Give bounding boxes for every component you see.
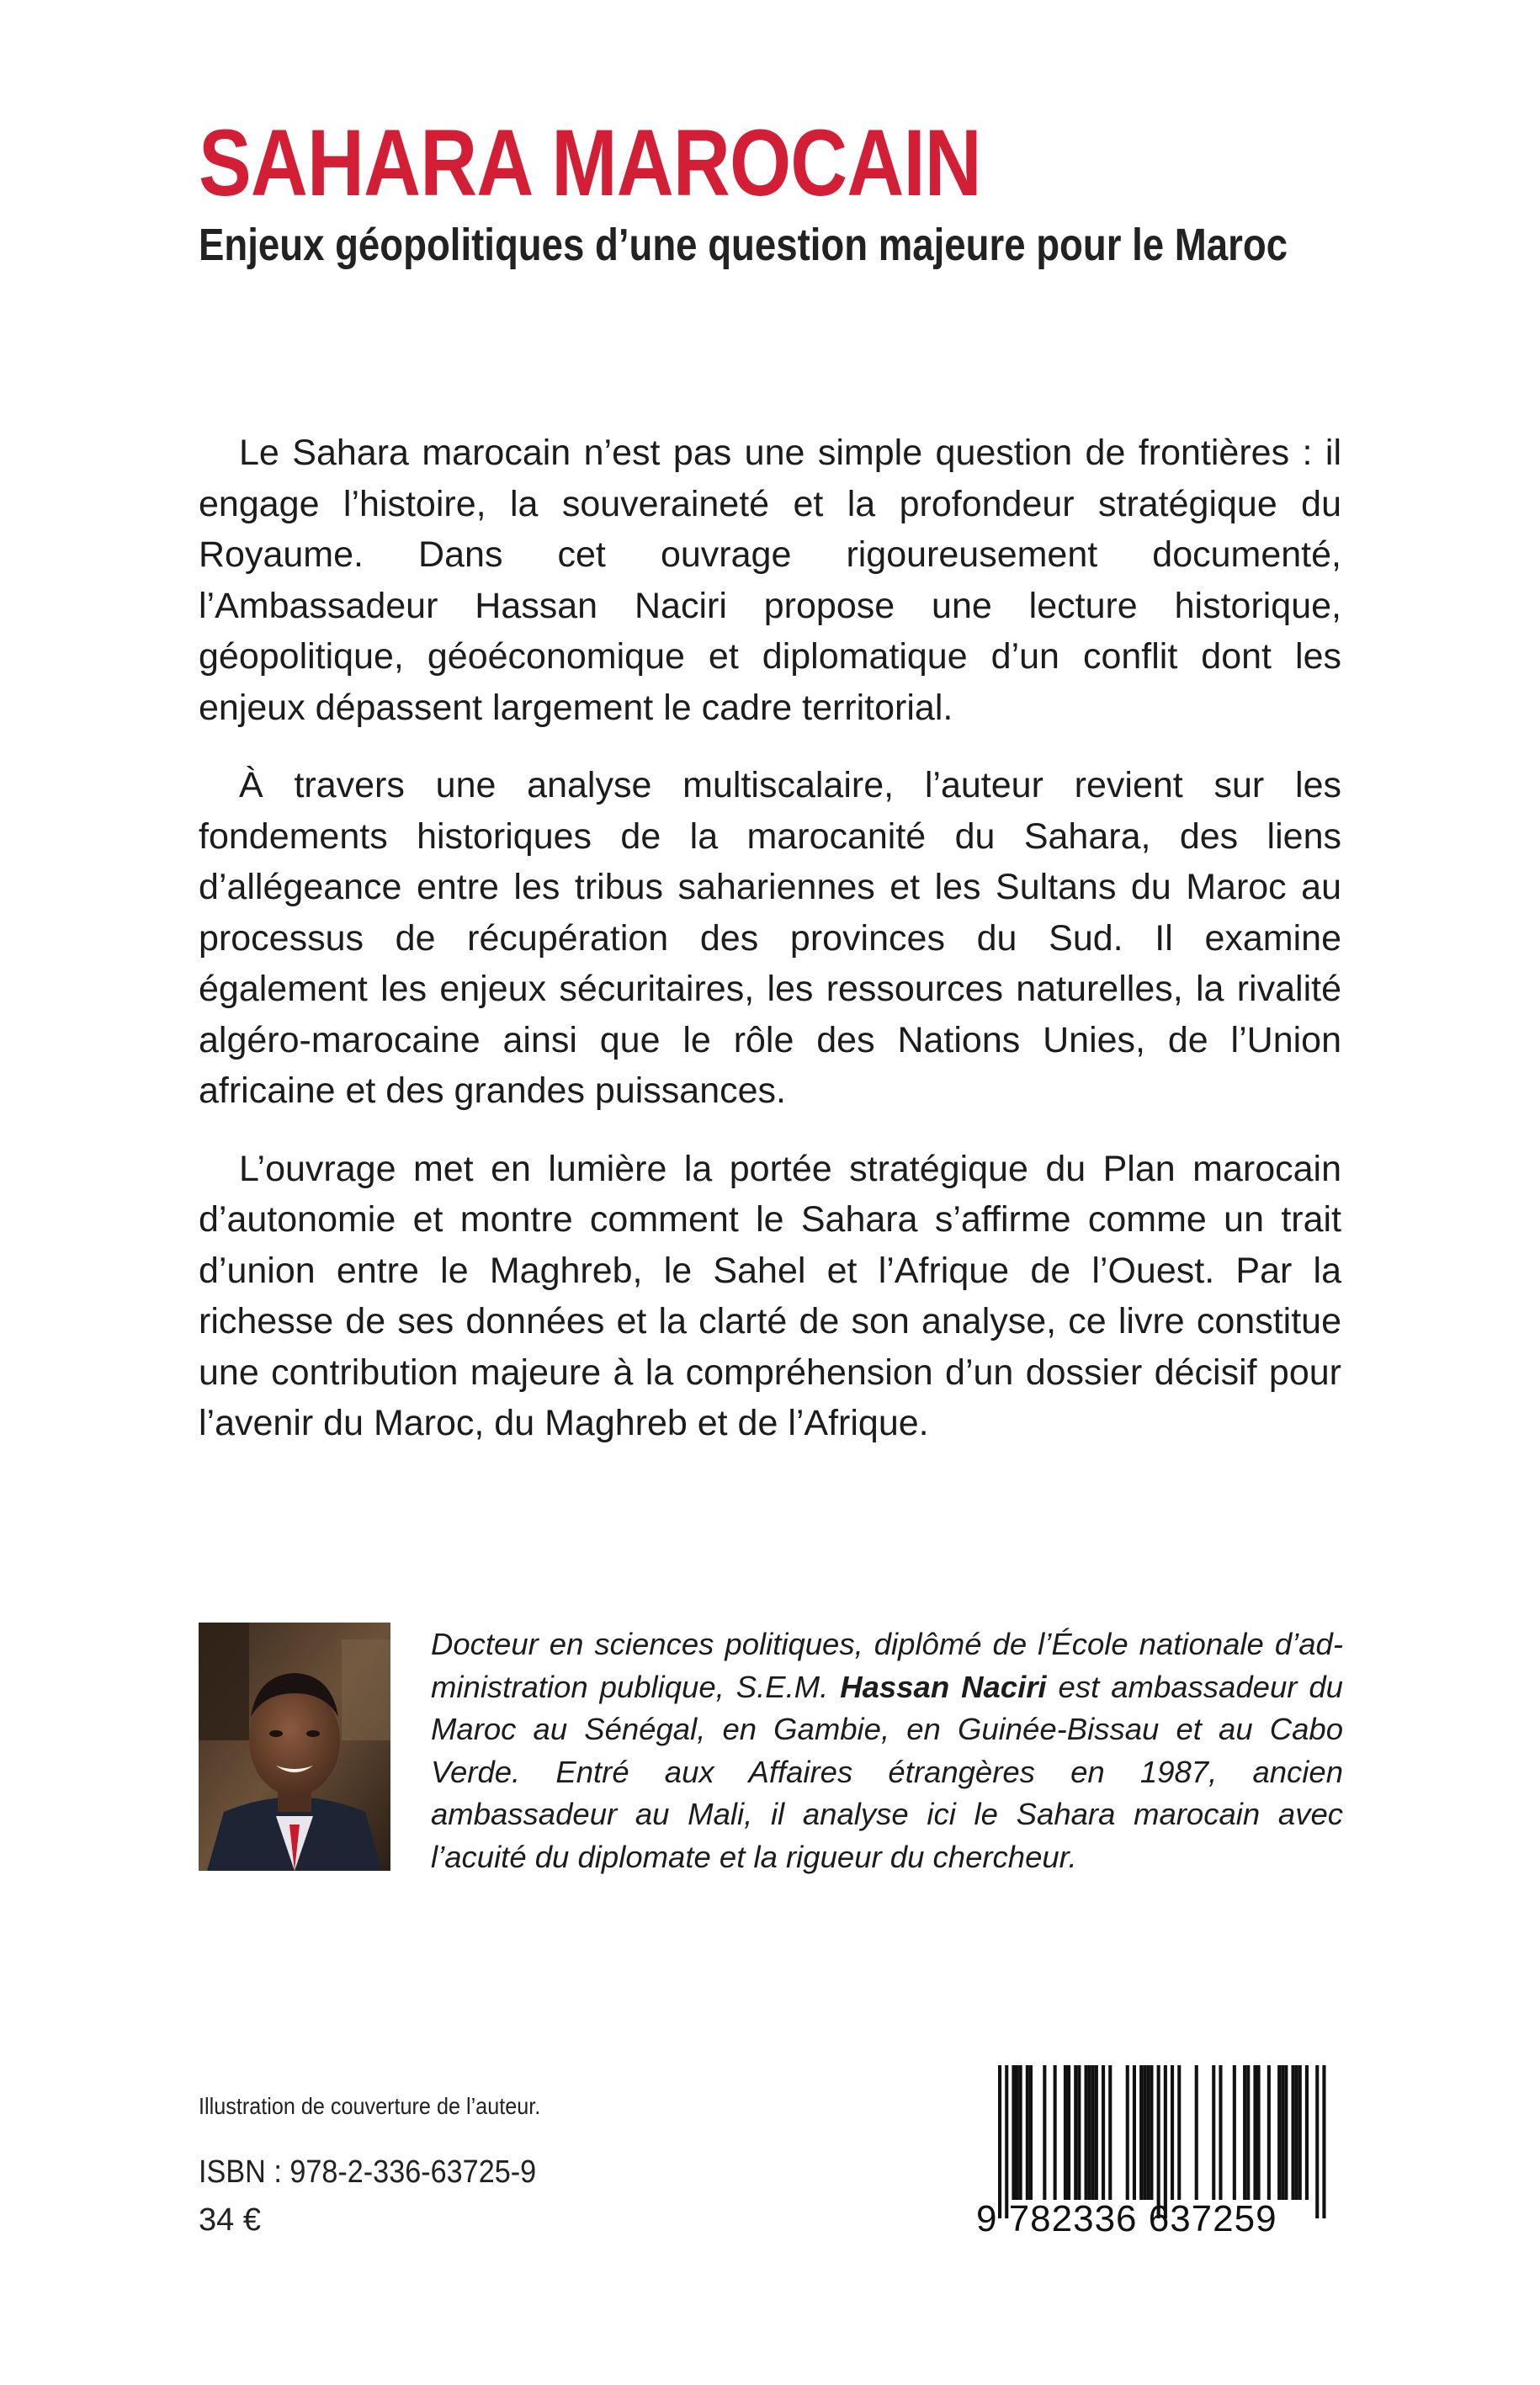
barcode-bar — [1139, 2065, 1143, 2200]
barcode-bar — [1292, 2065, 1295, 2200]
barcode-bar — [1177, 2065, 1181, 2200]
barcode-bar — [1157, 2065, 1160, 2218]
barcode-bar — [1067, 2065, 1070, 2200]
barcode-digits: 9 782336 637259 — [976, 2198, 1277, 2239]
barcode-bar — [1108, 2065, 1112, 2200]
cover-illustration-credit: Illustration de couverture de l’auteur. — [199, 2093, 541, 2119]
book-title: SAHARA MAROCAIN — [199, 110, 981, 215]
barcode-bar — [1074, 2065, 1077, 2200]
barcode-bar — [1277, 2065, 1281, 2200]
barcode-bar — [1253, 2065, 1256, 2200]
barcode-bar — [1315, 2065, 1319, 2218]
author-bio — [431, 1623, 1343, 1878]
barcode-bar — [1164, 2065, 1167, 2218]
barcode-bar — [1146, 2065, 1150, 2200]
barcode-bar — [1246, 2065, 1250, 2200]
barcode-bar — [1064, 2065, 1067, 2200]
barcode-bar — [1171, 2065, 1174, 2200]
barcode-bar — [1267, 2065, 1271, 2200]
barcode-bar — [1091, 2065, 1095, 2200]
blurb-paragraph-3: L’ouvrage met en lumière la portée stratégique du Plan marocain d’autonomie et montre comment le Sahara s’affirme comme un trait d’union entre le Maghreb, le Sahel et l’Afrique de l’Ouest. Par la richesse de ses données et la clarté de son analyse, ce livre constitue une contribution majeure à la compréhension d’un dossier décisif pour l’avenir du Maroc, du Maghreb et de l’Afrique. — [199, 1148, 1341, 1443]
barcode-bar — [1219, 2065, 1222, 2200]
barcode-bar — [1029, 2065, 1033, 2200]
barcode-bar — [1150, 2065, 1153, 2200]
book-price: 34 € — [199, 2202, 261, 2238]
barcode-bar — [998, 2065, 1001, 2218]
back-cover-blurb — [199, 428, 1341, 1476]
author-name: Hassan Naciri — [840, 1669, 1047, 1704]
barcode-bar — [1012, 2065, 1015, 2200]
book-subtitle: Enjeux géopolitiques d’une question majeure pour le Maroc — [199, 220, 1288, 270]
barcode-bar — [1257, 2065, 1261, 2200]
barcode-bar — [1016, 2065, 1019, 2200]
barcode-bar — [1005, 2065, 1008, 2218]
barcode-bar — [1054, 2065, 1057, 2200]
barcode-bar — [1088, 2065, 1091, 2200]
barcode-bar — [1243, 2065, 1246, 2200]
barcode-bar — [1095, 2065, 1098, 2200]
barcode-bar — [1133, 2065, 1136, 2200]
isbn-number: ISBN : 978-2-336-63725-9 — [199, 2154, 537, 2190]
bio-text-start: Docteur en sciences politiques, diplômé de l’École nationale d’administration publique, S.E.M. — [431, 1627, 1343, 1704]
barcode-bar — [1085, 2065, 1088, 2200]
blurb-paragraph-1: Le Sahara marocain n’est pas une simple question de frontières : il engage l’histoire, la souveraineté et la profondeur stratégique du Royaume. Dans cet ouvrage rigoureusement documenté, l’Ambassadeur Hassan Naciri propose une lecture historique, géopolitique, géoéconomique et diplomatique d’un conflit dont les enjeux dépassent largement le cadre territorial. — [199, 433, 1341, 728]
barcode-bar — [1305, 2065, 1309, 2200]
barcode-bar — [1102, 2065, 1105, 2200]
barcode-bar — [1295, 2065, 1298, 2200]
barcode-bar — [1126, 2065, 1129, 2200]
author-photo — [199, 1623, 390, 1871]
blurb-paragraph-2: À travers une analyse multiscalaire, l’auteur revient sur les fondements historiques de la marocanité du Sahara, des liens d’allégeance entre les tribus sahariennes et les Sultans du Maroc au processus de récupération des provinces du Sud. Il examine également les enjeux sécuritaires, les ressources naturelles, la rivalité algéro-marocaine ainsi que le rôle des Nations Unies, de l’Union africaine et des grandes puissances. — [199, 765, 1341, 1111]
barcode-bar — [1281, 2065, 1284, 2200]
barcode-bar — [1195, 2065, 1198, 2200]
barcode-bar — [1019, 2065, 1022, 2200]
barcode-bar — [1143, 2065, 1146, 2200]
bio-text-end: est ambassadeur du Maroc au Sénégal, en Gambie, en Guinée-Bissau et au Cabo Verde. Entré aux Affaires étrangères en 1987, ancien ambassadeur au Mali, il analyse ici le Sahara marocain avec l’acuité du diplomate et la rigueur du chercheur. — [431, 1669, 1343, 1874]
barcode-bar — [1212, 2065, 1215, 2200]
barcode-bar — [1026, 2065, 1029, 2200]
barcode-bar — [1298, 2065, 1302, 2200]
barcode-bar — [1284, 2065, 1288, 2200]
barcode-bar — [1043, 2065, 1046, 2200]
barcode-bar — [1077, 2065, 1081, 2200]
barcode-bar — [1322, 2065, 1325, 2218]
barcode-bar — [1233, 2065, 1236, 2200]
